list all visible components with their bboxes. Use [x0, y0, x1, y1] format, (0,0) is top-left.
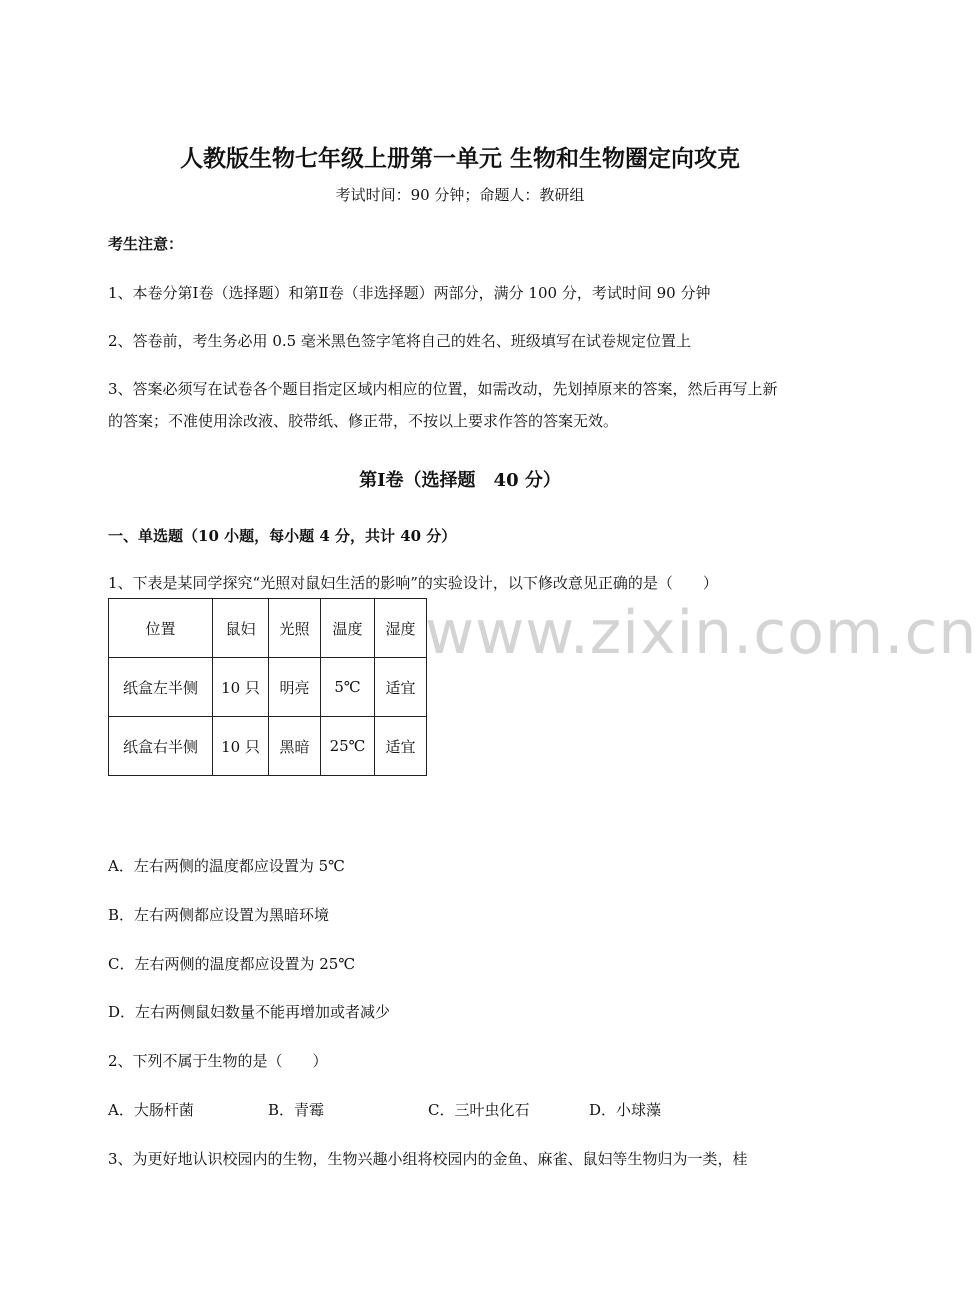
experiment-table [108, 598, 427, 776]
notice-item-3: 3、答案必须写在试卷各个题目指定区域内相应的位置，如需改动，先划掉原来的答案，然后再写上新 [108, 380, 778, 398]
table-cell: 10 只 [213, 658, 269, 717]
watermark: www.zixin.com.cn [425, 598, 977, 668]
table-cell: 适宜 [375, 717, 427, 776]
question-1-option-a: A．左右两侧的温度都应设置为 5℃ [108, 857, 345, 875]
table-header-cell: 温度 [321, 599, 375, 658]
page-title: 人教版生物七年级上册第一单元 生物和生物圈定向攻克 [179, 145, 740, 172]
table-cell: 明亮 [269, 658, 321, 717]
table-cell: 适宜 [375, 658, 427, 717]
table-cell: 纸盒右半侧 [109, 717, 213, 776]
table-row [109, 717, 427, 776]
part-heading: 一、单选题（10 小题，每小题 4 分，共计 40 分） [108, 527, 457, 545]
question-1-stem: 1、下表是某同学探究“光照对鼠妇生活的影响”的实验设计，以下修改意见正确的是（ ） [108, 574, 718, 592]
table-cell: 10 只 [213, 717, 269, 776]
table-cell: 5℃ [321, 658, 375, 717]
notice-item-3-continued: 的答案；不准使用涂改液、胶带纸、修正带，不按以上要求作答的答案无效。 [108, 412, 619, 430]
table-cell: 黑暗 [269, 717, 321, 776]
table-header-cell: 光照 [269, 599, 321, 658]
page-subtitle: 考试时间：90 分钟；命题人：教研组 [335, 186, 585, 204]
question-3-stem: 3、为更好地认识校园内的生物，生物兴趣小组将校园内的金鱼、麻雀、鼠妇等生物归为一类，桂 [108, 1150, 748, 1168]
table-header-cell: 湿度 [375, 599, 427, 658]
table-header-row [109, 599, 427, 658]
table-header-cell: 鼠妇 [213, 599, 269, 658]
table-header-cell: 位置 [109, 599, 213, 658]
notice-item-2: 2、答卷前，考生务必用 0.5 毫米黑色签字笔将自己的姓名、班级填写在试卷规定位置上 [108, 332, 691, 350]
question-2-option-c: C．三叶虫化石 [428, 1101, 530, 1119]
question-1-option-d: D．左右两侧鼠妇数量不能再增加或者减少 [108, 1003, 391, 1021]
question-2-option-d: D．小球藻 [589, 1101, 662, 1119]
notice-item-1: 1、本卷分第Ⅰ卷（选择题）和第Ⅱ卷（非选择题）两部分，满分 100 分，考试时间 90 分钟 [108, 284, 711, 302]
section-title: 第Ⅰ卷（选择题 40 分） [359, 470, 561, 491]
question-2-option-a: A．大肠杆菌 [108, 1101, 194, 1119]
question-1-option-b: B．左右两侧都应设置为黑暗环境 [108, 906, 330, 924]
question-2-stem: 2、下列不属于生物的是（ ） [108, 1052, 328, 1070]
notice-heading: 考生注意： [108, 235, 184, 253]
table-cell: 纸盒左半侧 [109, 658, 213, 717]
question-2-option-b: B．青霉 [268, 1101, 325, 1119]
table-row [109, 658, 427, 717]
question-1-option-c: C．左右两侧的温度都应设置为 25℃ [108, 955, 356, 973]
table-cell: 25℃ [321, 717, 375, 776]
